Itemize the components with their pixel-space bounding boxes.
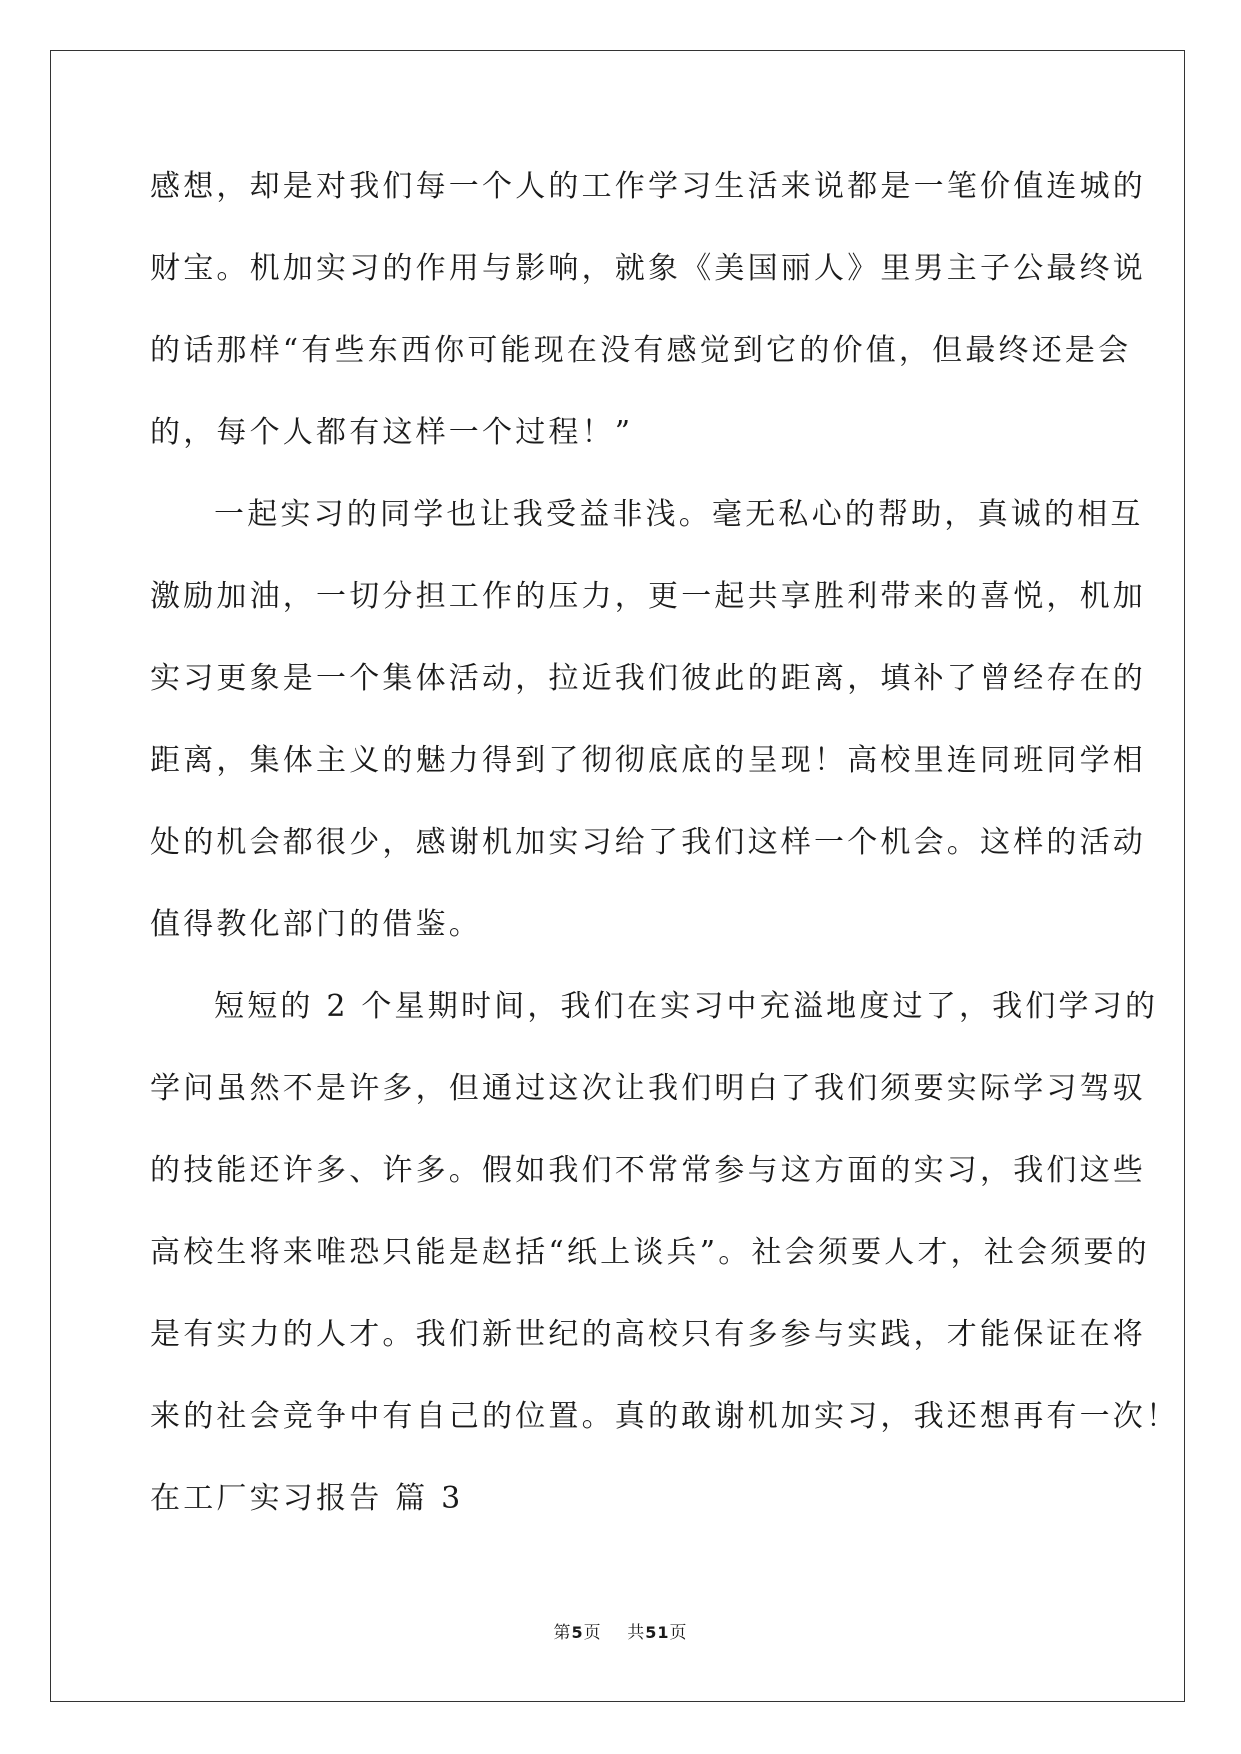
- page-number: 5: [571, 1623, 584, 1642]
- paragraph-line: 处的机会都很少，感谢机加实习给了我们这样一个机会。这样的活动: [150, 825, 1146, 860]
- document-body: [150, 160, 1180, 1554]
- paragraph-line: 的，每个人都有这样一个过程！”: [150, 415, 634, 450]
- total-pages: 51: [645, 1623, 670, 1642]
- paragraph-line: 的话那样“有些东西你可能现在没有感觉到它的价值，但最终还是会: [150, 333, 1132, 368]
- page-footer: [0, 1618, 1241, 1643]
- paragraph-line: 的技能还许多、许多。假如我们不常常参与这方面的实习，我们这些: [150, 1153, 1146, 1188]
- total-suffix: 页: [669, 1623, 688, 1643]
- total-prefix: 共: [627, 1623, 646, 1643]
- paragraph-line: 短短的 2 个星期时间，我们在实习中充溢地度过了，我们学习的: [214, 989, 1159, 1024]
- paragraph-line: 感想，却是对我们每一个人的工作学习生活来说都是一笔价值连城的: [150, 169, 1146, 204]
- paragraph-line: 学问虽然不是许多，但通过这次让我们明白了我们须要实际学习驾驭: [150, 1071, 1146, 1106]
- paragraph-line: 高校生将来唯恐只能是赵括“纸上谈兵”。社会须要人才，社会须要的: [150, 1235, 1150, 1270]
- paragraph-line: 值得教化部门的借鉴。: [150, 907, 482, 942]
- page-prefix: 第: [553, 1623, 572, 1643]
- paragraph-line: 激励加油，一切分担工作的压力，更一起共享胜利带来的喜悦，机加: [150, 579, 1146, 614]
- paragraph-line: 财宝。机加实习的作用与影响，就象《美国丽人》里男主子公最终说: [150, 251, 1146, 286]
- paragraph-line: 实习更象是一个集体活动，拉近我们彼此的距离，填补了曾经存在的: [150, 661, 1146, 696]
- section-heading: 在工厂实习报告 篇 3: [150, 1481, 464, 1516]
- paragraph-line: 来的社会竞争中有自己的位置。真的敢谢机加实习，我还想再有一次！: [150, 1399, 1180, 1434]
- paragraph-line: 距离，集体主义的魅力得到了彻彻底底的呈现！高校里连同班同学相: [150, 743, 1146, 778]
- paragraph-line: 一起实习的同学也让我受益非浅。毫无私心的帮助，真诚的相互: [214, 497, 1144, 532]
- page-suffix: 页: [583, 1623, 602, 1643]
- paragraph-line: 是有实力的人才。我们新世纪的高校只有多参与实践，才能保证在将: [150, 1317, 1146, 1352]
